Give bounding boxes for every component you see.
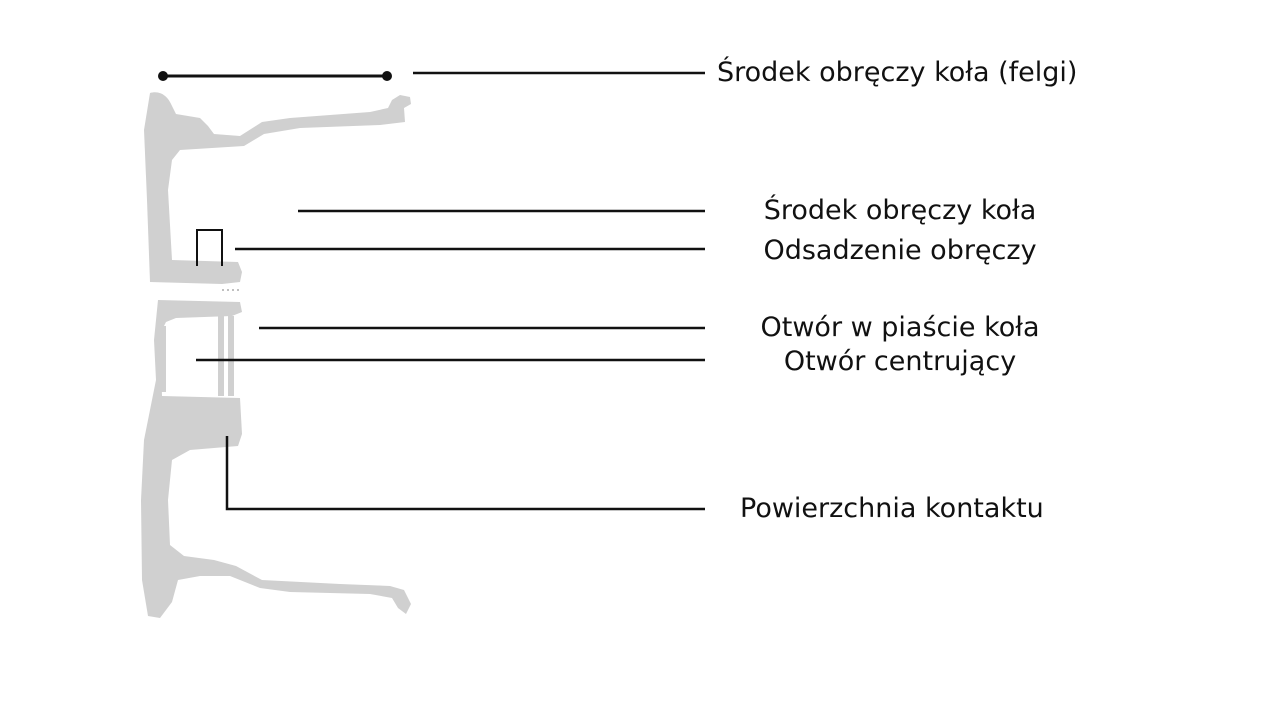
label-contact-surface: Powierzchnia kontaktu bbox=[740, 493, 1044, 524]
label-centering-bore: Otwór centrujący bbox=[783, 346, 1017, 377]
centering-bore-wall-left bbox=[160, 326, 166, 392]
offset-bracket bbox=[197, 230, 222, 266]
label-rim-center-felgi: Środek obręczy koła (felgi) bbox=[717, 57, 1078, 88]
leader-contact-surface bbox=[227, 436, 705, 509]
wheel-upper-section bbox=[144, 92, 411, 284]
dimension-endpoint-right bbox=[382, 71, 392, 81]
hub-bore-cutout bbox=[168, 322, 216, 394]
centering-bore-wall-right bbox=[218, 316, 224, 396]
centering-bore-wall-inner bbox=[228, 316, 234, 396]
label-rim-center: Środek obręczy koła bbox=[763, 195, 1037, 226]
dimension-endpoint-left bbox=[158, 71, 168, 81]
label-rim-offset: Odsadzenie obręczy bbox=[763, 235, 1037, 266]
label-hub-bore: Otwór w piaście koła bbox=[760, 312, 1040, 343]
